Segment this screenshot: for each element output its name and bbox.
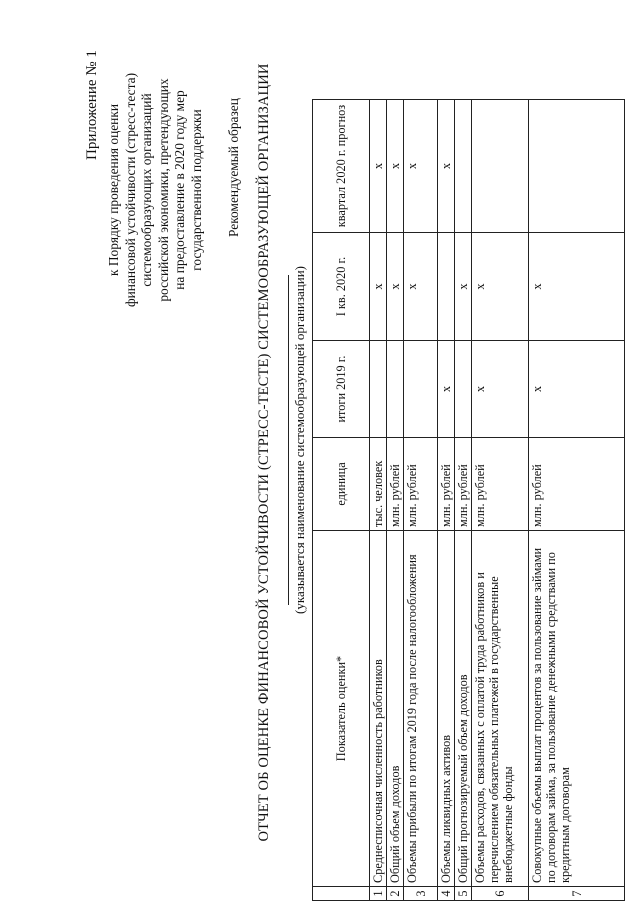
report-title: ОТЧЕТ ОБ ОЦЕНКЕ ФИНАНСОВОЙ УСТОЙЧИВОСТИ (СТРЕСС-ТЕСТЕ) СИСТЕМООБРАЗУЮЩЕЙ ОРГАНИЗАЦИИ: [256, 63, 272, 842]
annex-line: к Порядку проведения оценки: [106, 103, 121, 277]
table-row: [438, 100, 455, 901]
row-q-2020-forecast: x: [387, 100, 404, 233]
row-unit: тыс. человек: [370, 438, 387, 531]
recommended-sample-label: Рекомендуемый образец: [226, 98, 241, 237]
row-q1-2020: x: [455, 233, 472, 341]
row-num: 7: [529, 887, 625, 901]
row-indicator: Общий прогнозируемый объем доходов: [455, 531, 472, 887]
row-q1-2020: x: [387, 233, 404, 341]
organization-name-line: [288, 275, 289, 605]
table-row: [370, 100, 387, 901]
row-indicator: Объемы прибыли по итогам 2019 года после налогообложения: [404, 531, 438, 887]
row-total-2019: x: [472, 341, 529, 438]
annex-line: государственной поддержки: [188, 109, 204, 271]
row-num: 1: [370, 887, 387, 901]
row-total-2019: [455, 341, 472, 438]
row-unit: млн. рублей: [387, 438, 404, 531]
row-q-2020-forecast: [529, 100, 625, 233]
row-total-2019: [387, 341, 404, 438]
annex-line: на предоставление в 2020 году мер: [172, 90, 188, 290]
annex-line: системообразующих организаций: [139, 93, 155, 287]
row-total-2019: x: [438, 341, 455, 438]
row-q1-2020: x: [529, 233, 625, 341]
header-q1-2020: I кв. 2020 г.: [313, 233, 370, 341]
row-unit: млн. рублей: [529, 438, 625, 531]
row-q1-2020: x: [370, 233, 387, 341]
header-num: [313, 887, 370, 901]
annex-title: Приложение № 1: [84, 50, 100, 160]
header-total-2019: итоги 2019 г.: [313, 341, 370, 438]
row-num: 2: [387, 887, 404, 901]
row-total-2019: [404, 341, 438, 438]
row-num: 6: [472, 887, 529, 901]
row-q1-2020: [438, 233, 455, 341]
row-unit: млн. рублей: [404, 438, 438, 531]
organization-name-caption: (указывается наименование системообразующей организации): [292, 266, 307, 614]
row-q-2020-forecast: x: [438, 100, 455, 233]
annex-reference-block: [106, 40, 206, 340]
row-q-2020-forecast: x: [404, 100, 438, 233]
header-indicator: Показатель оценки*: [313, 531, 370, 887]
row-unit: млн. рублей: [472, 438, 529, 531]
row-total-2019: [370, 341, 387, 438]
report-table: [312, 99, 625, 901]
annex-line: финансовой устойчивости (стресс-теста): [122, 72, 138, 308]
row-num: 3: [404, 887, 438, 901]
row-unit: млн. рублей: [455, 438, 472, 531]
row-indicator: Совокупные объемы выплат процентов за пользование займами по договорам займа, за пользование денежными средствами по кредитным договорам: [529, 531, 625, 887]
header-unit: единица: [313, 438, 370, 531]
row-indicator: Среднесписочная численность работников: [370, 531, 387, 887]
row-num: 5: [455, 887, 472, 901]
table-header-row: [313, 100, 370, 901]
row-unit: млн. рублей: [438, 438, 455, 531]
row-q1-2020: x: [404, 233, 438, 341]
row-num: 4: [438, 887, 455, 901]
row-q-2020-forecast: x: [370, 100, 387, 233]
table-row: [404, 100, 438, 901]
header-q-2020-forecast: квартал 2020 г. прогноз: [313, 100, 370, 233]
row-total-2019: x: [529, 341, 625, 438]
row-indicator: Объемы ликвидных активов: [438, 531, 455, 887]
table-row: [455, 100, 472, 901]
table-row: [387, 100, 404, 901]
row-q-2020-forecast: [472, 100, 529, 233]
table-row: [529, 100, 625, 901]
row-q1-2020: x: [472, 233, 529, 341]
row-indicator: Общий объем доходов: [387, 531, 404, 887]
row-indicator: Объемы расходов, связанных с оплатой труда работников и перечислением обязательных платежей в государственные внебюджетные фонды: [472, 531, 529, 887]
annex-line: российской экономики, претендующих: [155, 78, 171, 302]
row-q-2020-forecast: [455, 100, 472, 233]
table-row: [472, 100, 529, 901]
